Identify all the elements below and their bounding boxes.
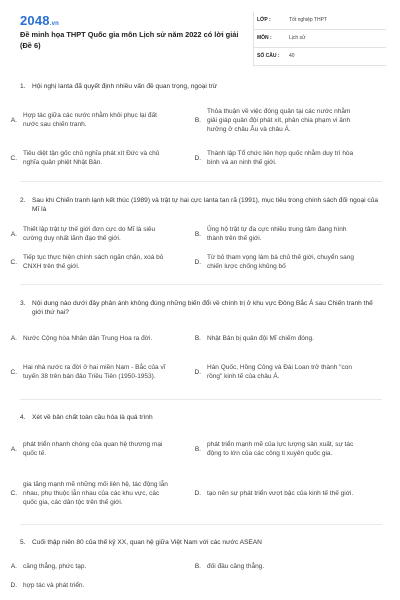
- option-label: B.: [194, 230, 201, 238]
- option-group: [0, 323, 400, 391]
- option-d[interactable]: [184, 470, 368, 516]
- option-d[interactable]: [184, 143, 368, 173]
- option-label: C.: [10, 489, 17, 497]
- option-label: A.: [10, 230, 17, 238]
- option-label: B.: [194, 334, 201, 342]
- option-b[interactable]: [184, 323, 368, 353]
- meta-value: Lịch sử: [289, 35, 306, 41]
- option-text: căng thẳng, phức tạp.: [23, 562, 87, 570]
- option-a[interactable]: [0, 220, 184, 248]
- option-label: D.: [194, 154, 201, 162]
- option-text: Thỏa thuận về việc đóng quân tại các nước nhằm giải giáp quân đội phát xít, phân chia phạm vi ảnh hưởng ở châu Âu và châu Á.: [207, 107, 351, 133]
- option-text: Ủng hộ trật tự đa cực nhiều trung tâm đang hình thành trên thế giới.: [207, 226, 347, 242]
- option-b[interactable]: [184, 428, 368, 470]
- option-c[interactable]: [0, 143, 184, 173]
- option-text: Nhật Bản bị quân đội Mĩ chiếm đóng.: [207, 334, 314, 342]
- meta-row-grade: [254, 12, 386, 30]
- option-text: Thiết lập trật tự thế giới đơn cực do Mĩ là siêu cường duy nhất lãnh đạo thế giới.: [23, 226, 156, 242]
- option-group: [0, 97, 400, 173]
- option-group: [0, 220, 400, 276]
- meta-value: 40: [289, 53, 295, 59]
- option-c[interactable]: [0, 470, 184, 516]
- site-logo[interactable]: [20, 13, 59, 28]
- option-d[interactable]: [0, 579, 184, 591]
- meta-key: LỚP :: [257, 17, 271, 23]
- option-text: Từ bỏ tham vọng làm bá chủ thế giới, chuyển sang chiến lược chống khủng bố: [207, 254, 355, 270]
- option-d[interactable]: [184, 248, 368, 276]
- option-label: A.: [10, 445, 17, 453]
- option-c[interactable]: [0, 248, 184, 276]
- question-number: 2.: [20, 197, 26, 204]
- meta-value: Tốt nghiệp THPT: [289, 17, 327, 23]
- option-c[interactable]: [0, 353, 184, 391]
- question-text: Nội dung nào dưới đây phản ánh không đúng những biến đổi về chính trị ở khu vực Đông Bắc Á sau Chiến tranh thế giới thứ hai?: [32, 300, 373, 316]
- option-text: Tiếp tục thực hiện chính sách ngăn chặn, xoá bỏ CNXH trên thế giới.: [23, 254, 164, 270]
- option-text: hợp tác và phát triển.: [23, 581, 85, 589]
- meta-table: [253, 12, 386, 66]
- logo-suffix: .vn: [49, 21, 60, 27]
- option-text: Nước Cộng hòa Nhân dân Trung Hoa ra đời.: [23, 334, 153, 342]
- option-text: phát triển nhanh chóng của quan hệ thương mại quốc tế.: [23, 441, 163, 457]
- option-group: [0, 428, 400, 516]
- question-list: [0, 66, 400, 591]
- question-text: Cuối thập niên 80 của thế kỷ XX, quan hệ giữa Việt Nam với các nước ASEAN: [32, 539, 262, 546]
- meta-key: SỐ CÂU :: [257, 53, 280, 59]
- option-text: phát triển mạnh mẽ của lực lượng sản xuất, sự tác động to lớn của các công ti xuyên quốc gia.: [207, 441, 354, 457]
- option-b[interactable]: [184, 220, 368, 248]
- question-stem: [0, 82, 400, 91]
- meta-row-subject: [254, 30, 386, 48]
- question-text: Sau khi Chiến tranh lạnh kết thúc (1989) và trật tự hai cực Ianta tan rã (1991), mục tiêu trong chính sách đối ngoại của Mĩ là: [32, 197, 379, 213]
- question-5: [0, 525, 400, 591]
- question-3: [0, 285, 400, 400]
- option-text: Tiêu diệt tận gốc chủ nghĩa phát xít Đức và chủ nghĩa quân phiệt Nhật Bản.: [23, 150, 160, 166]
- option-a[interactable]: [0, 97, 184, 143]
- question-stem: [0, 538, 400, 547]
- question-number: 3.: [20, 300, 26, 307]
- option-label: B.: [194, 445, 201, 453]
- option-text: tạo nên sự phát triển vượt bậc của kinh tế thế giới.: [207, 489, 354, 497]
- question-number: 5.: [20, 539, 26, 546]
- option-label: C.: [10, 258, 17, 266]
- question-stem: [0, 196, 400, 214]
- question-text: Xét về bản chất toàn cầu hóa là quá trình: [32, 414, 153, 421]
- meta-row-question-count: [254, 48, 386, 66]
- option-label: C.: [10, 368, 17, 376]
- option-text: gia tăng mạnh mẽ những mối liên hệ, tác động lẫn nhau, phụ thuộc lẫn nhau của các khu vực, các quốc gia, các dân tộc trên thế giới.: [23, 480, 168, 506]
- question-number: 4.: [20, 414, 26, 421]
- option-text: Hợp tác giữa các nước nhằm khôi phục lại đất nước sau chiến tranh.: [23, 112, 157, 128]
- option-label: B.: [194, 562, 201, 570]
- question-4: [0, 400, 400, 525]
- question-1: [0, 66, 400, 182]
- option-group: [0, 553, 400, 591]
- option-a[interactable]: [0, 553, 184, 579]
- question-number: 1.: [20, 83, 26, 90]
- option-label: A.: [10, 334, 17, 342]
- option-a[interactable]: [0, 323, 184, 353]
- option-label: C.: [10, 154, 17, 162]
- option-text: đối đầu căng thẳng.: [207, 562, 265, 570]
- option-label: A.: [10, 116, 17, 124]
- question-stem: [0, 299, 400, 317]
- option-label: D.: [10, 581, 17, 589]
- meta-key: MÔN :: [257, 35, 272, 41]
- option-label: D.: [194, 258, 201, 266]
- option-b[interactable]: [184, 97, 368, 143]
- logo-text: 2048: [20, 13, 50, 28]
- question-stem: [0, 413, 400, 422]
- option-label: D.: [194, 368, 201, 376]
- option-label: A.: [10, 562, 17, 570]
- question-2: [0, 182, 400, 285]
- option-text: Thành lập Tổ chức liên hợp quốc nhằm duy trì hòa bình và an ninh thế giới.: [207, 150, 354, 166]
- option-b[interactable]: [184, 553, 368, 579]
- option-a[interactable]: [0, 428, 184, 470]
- question-text: Hội nghị Ianta đã quyết định nhiều vấn đề quan trọng, ngoại trừ: [32, 83, 218, 90]
- option-text: Hàn Quốc, Hồng Công và Đài Loan trở thành "con rồng" kinh tế của châu Á.: [207, 364, 352, 380]
- option-d[interactable]: [184, 353, 368, 391]
- document-title: Đề minh họa THPT Quốc gia môn Lịch sử năm 2022 có lời giải (Đề 6): [20, 30, 239, 50]
- option-label: D.: [194, 489, 201, 497]
- document-header: [0, 0, 400, 62]
- option-text: Hai nhà nước ra đời ở hai miền Nam - Bắc của vĩ tuyến 38 trên bán đảo Triều Tiên (1950-1953).: [23, 364, 166, 380]
- option-label: B.: [194, 116, 201, 124]
